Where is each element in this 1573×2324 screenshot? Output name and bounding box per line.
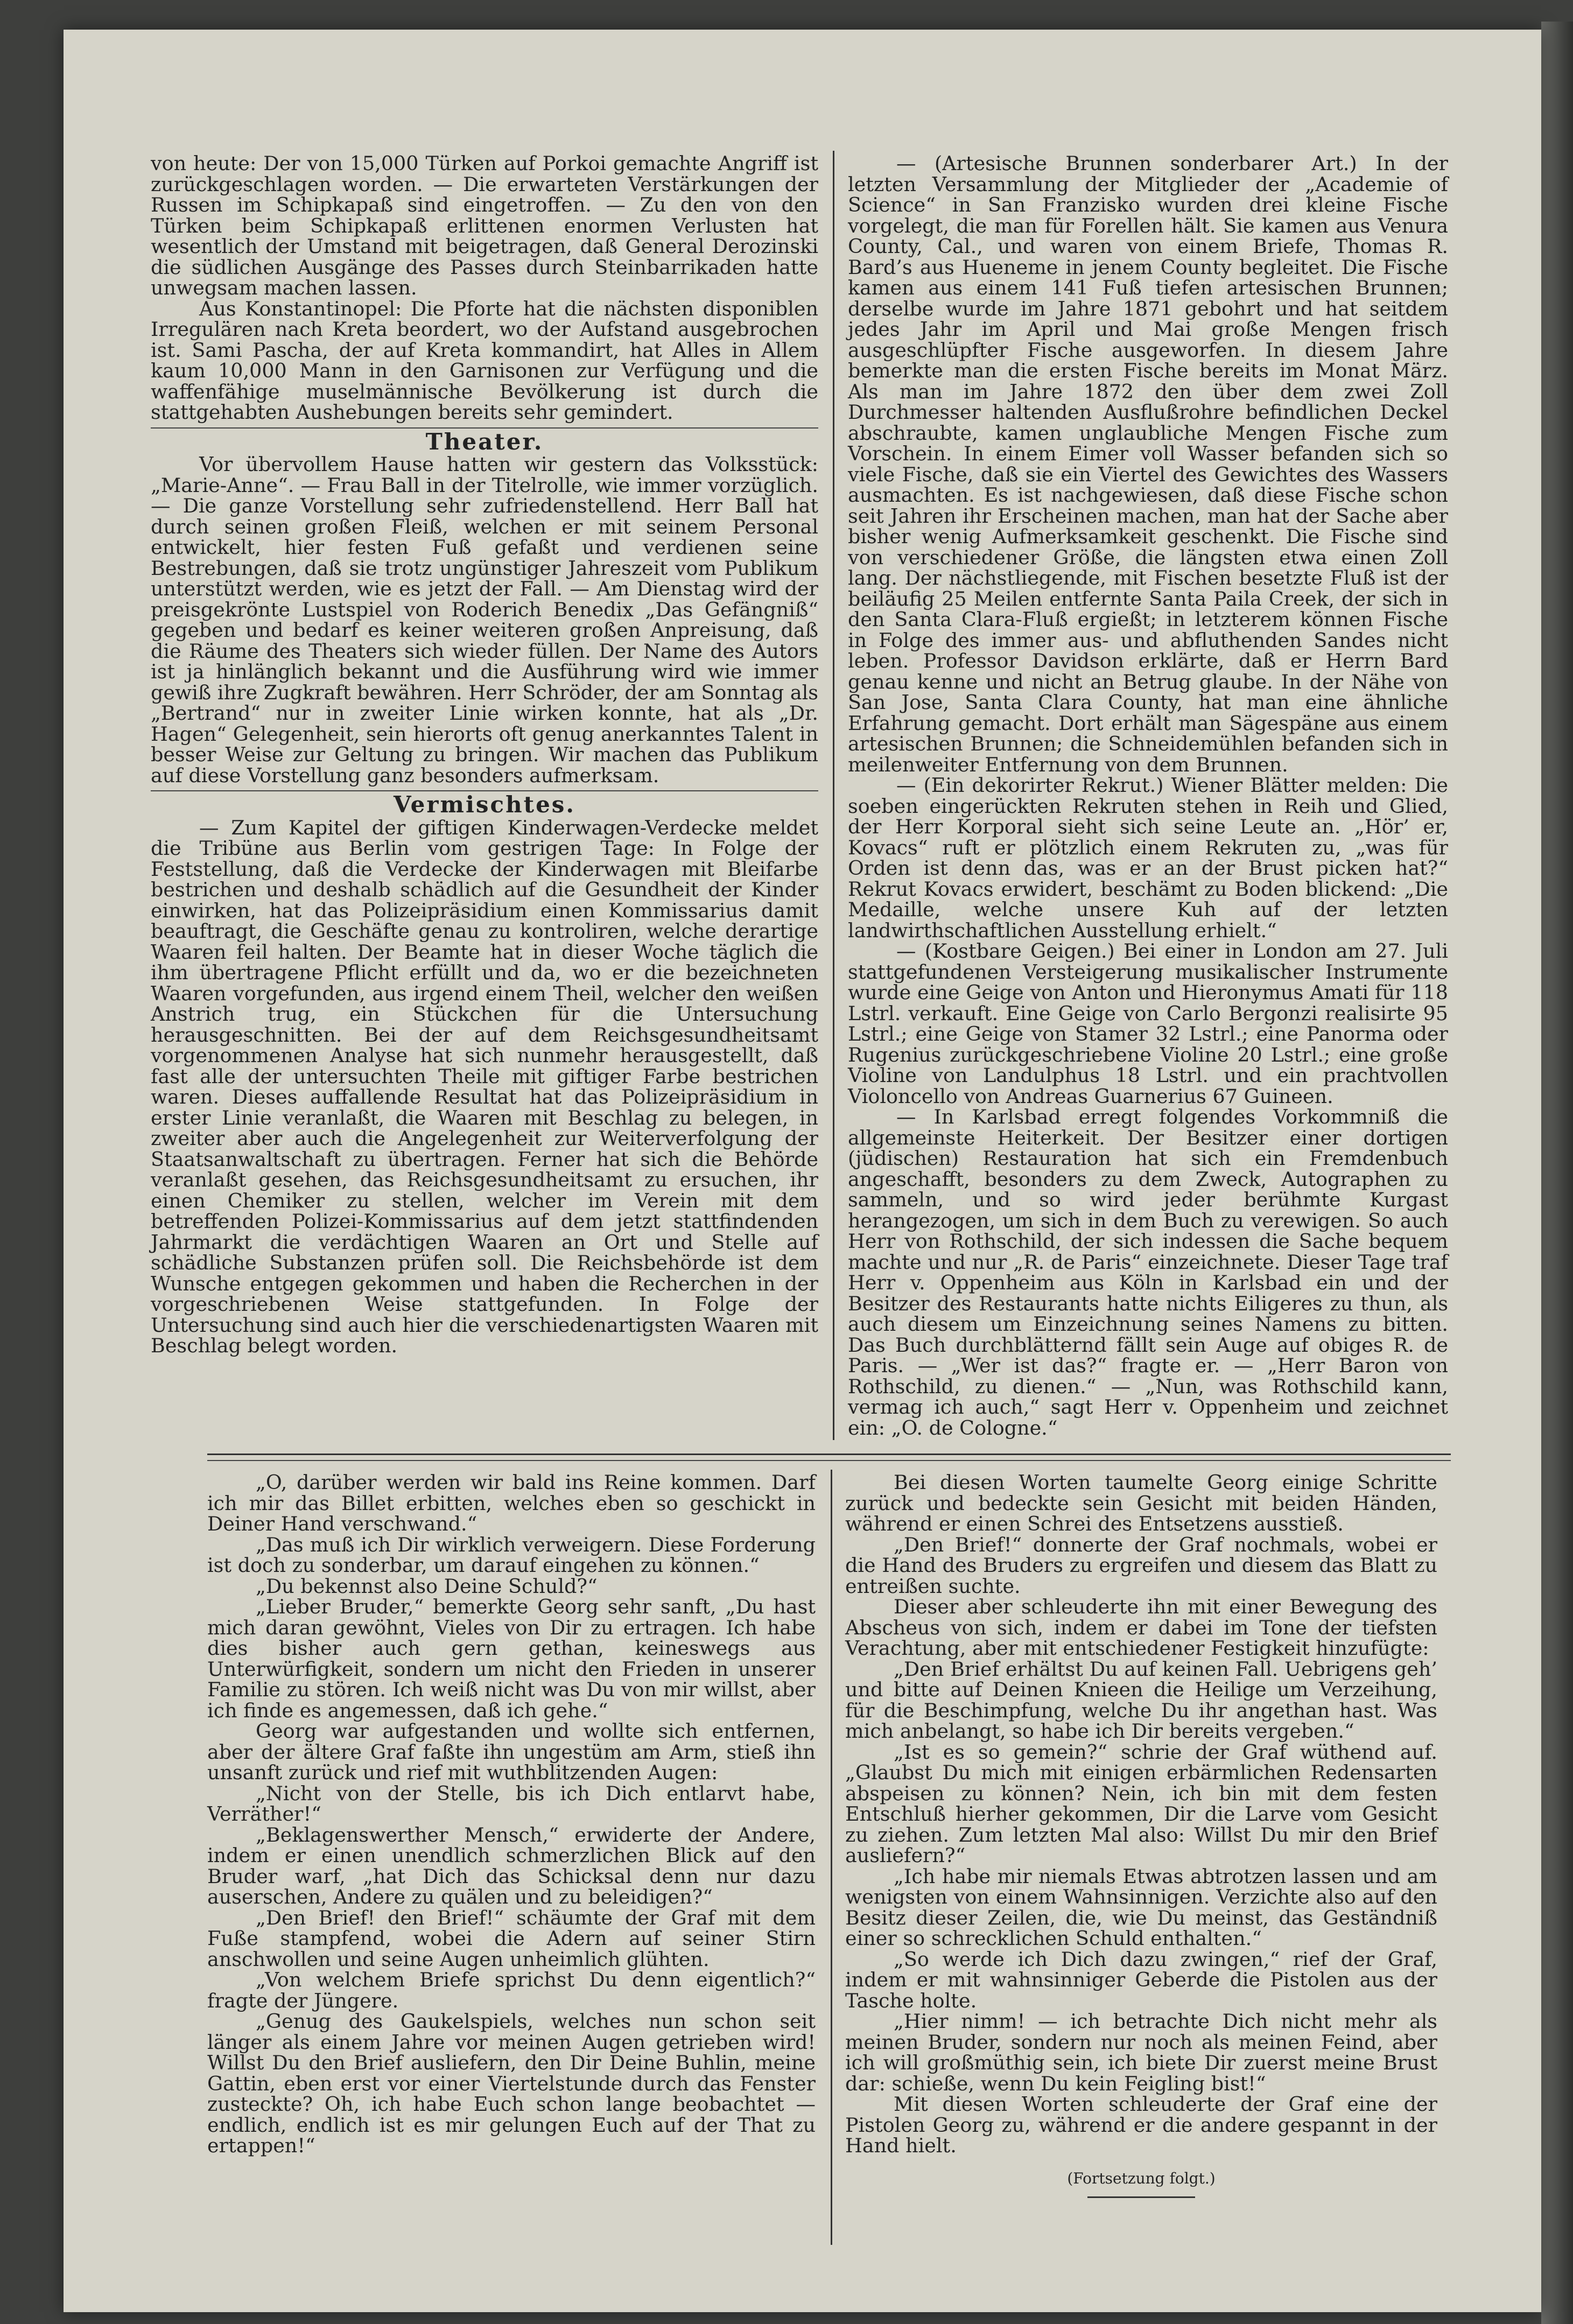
konstantinopel-paragraph: Aus Konstantinopel: Die Pforte hat die nächsten disponiblen Irregulären nach Kreta beordert, wo der Aufstand ausgebrochen ist. Sami Pascha, der auf Kreta kommandirt, hat Alles in Allem kaum 10,000 Mann in den Garnisonen zur Verfügung und die waffenfähige muselmännische Bevölkerung ist durch die stattgehabten Aushebungen bereits sehr gemindert. [151,297,818,424]
bottom-left-column [207,1472,816,2157]
war-report-paragraph: von heute: Der von 15,000 Türken auf Porkoi gemachte Angriff ist zurückgeschlagen worden. — Die erwarteten Verstärkungen der Russen im Schipkapaß sind eingetroffen. — Zu den von den Türken beim Schipkapaß erlittenen enormen Verlusten hat wesentlich der Umstand mit beigetragen, daß General Derozinski die südlichen Ausgänge des Passes durch Steinbarrikaden hatte unwegsam machen lassen. [151,152,818,299]
kinderwagen-paragraph: — Zum Kapitel der giftigen Kinderwagen-Verdecke meldet die Tribüne aus Berlin vom gestrigen Tage: In Folge der Feststellung, daß die Verdecke der Kinderwagen mit Bleifarbe bestrichen und deshalb schädlich auf die Gesundheit der Kinder einwirken, hat das Polizeipräsidium einen Kommissarius damit beauftragt, die Geschäfte genau zu kontroliren, welche derartige Waaren feil halten. Der Beamte hat in dieser Woche täglich die ihm übertragene Pflicht erfüllt und da, wo er die bezeichneten Waaren vorgefunden, aus irgend einem Theil, welcher den weißen Anstrich trug, ein Stückchen für die Untersuchung herausgeschnitten. Bei der auf dem Reichsgesundheitsamt vorgenommenen Analyse hat sich nunmehr herausgestellt, daß fast alle der untersuchten Theile mit giftiger Farbe bestrichen waren. Dieses auffallende Resultat hat das Polizeipräsidium in erster Linie veranlaßt, die Waaren mit Beschlag zu belegen, in zweiter aber auch die Angelegenheit zur Weiterverfolgung der Staatsanwaltschaft zu übertragen. Ferner hat sich die Behörde veranlaßt gesehen, das Reichsgesundheitsamt zu ersuchen, ihr einen Chemiker zu stellen, welcher im Verein mit dem betreffenden Polizei-Kommissarius auf dem jetzt stattfindenden Jahrmarkt die verdächtigen Waaren an Ort und Stelle auf schädliche Substanzen prüfen soll. Die Reichsbehörde ist dem Wunsche entgegen gekommen und haben die Recherchen in der vorgeschriebenen Weise stattgefunden. In Folge der Untersuchung sind auch hier die verschiedenartigsten Waaren mit Beschlag belegt worden. [151,816,818,1357]
story-paragraph: „Das muß ich Dir wirklich verweigern. Diese Forderung ist doch zu sonderbar, um darauf eingehen zu können.“ [207,1533,816,1577]
story-paragraph: „Lieber Bruder,“ bemerkte Georg sehr sanft, „Du hast mich daran gewöhnt, Vieles von Dir zu ertragen. Ich habe dies bisher auch gern gethan, keineswegs aus Unterwürfigkeit, sondern um nicht den Frieden in unserer Familie zu stören. Ich weiß nicht was Du von mir willst, aber ich finde es angemessen, daß ich gehe.“ [207,1595,816,1722]
top-right-column [848,153,1448,1438]
story-paragraph: „Den Brief erhältst Du auf keinen Fall. Uebrigens geh’ und bitte auf Deinen Knieen die Heilige um Verzeihung, für die Beschimpfung, welche Du ihr angethan hast. Was mich anbelangt, so habe ich Dir bereits vergeben.“ [845,1657,1437,1743]
story-paragraph: Mit diesen Worten schleuderte der Graf eine der Pistolen Georg zu, während er die andere gespannt in der Hand hielt. [845,2093,1437,2157]
story-paragraph: „Ich habe mir niemals Etwas abtrotzen lassen und am wenigsten von einem Wahnsinnigen. Verzichte also auf den Besitz dieser Zeilen, die, wie Du meinst, das Geständniß einer so schrecklichen Schuld enthalten.“ [845,1864,1437,1950]
geigen-paragraph: — (Kostbare Geigen.) Bei einer in London am 27. Juli stattgefundenen Versteigerung musikalischer Instrumente wurde eine Geige von Anton und Hieronymus Amati für 118 Lstrl. verkauft. Eine Geige von Carlo Bergonzi realisirte 95 Lstrl.; eine Geige von Stamer 32 Lstrl.; eine Panorma oder Rugenius zurückgeschriebene Violine 20 Lstrl.; eine große Violine von Landulphus 18 Lstrl. und ein prachtvollen Violoncello von Andreas Guarnerius 67 Guineen. [848,939,1448,1108]
story-paragraph: „O, darüber werden wir bald ins Reine kommen. Darf ich mir das Billet erbitten, welches eben so geschickt in Deiner Hand verschwand.“ [207,1471,816,1535]
feuilleton-rule-thin [207,1460,1451,1461]
story-paragraph: „Den Brief! den Brief!“ schäumte der Graf mit dem Fuße stampfend, wobei die Adern auf seiner Stirn anschwollen und seine Augen unheimlich glühten. [207,1906,816,1971]
story-paragraph: „Von welchem Briefe sprichst Du denn eigentlich?“ fragte der Jüngere. [207,1968,816,2012]
story-paragraph: Bei diesen Worten taumelte Georg einige Schritte zurück und bedeckte sein Gesicht mit beiden Händen, während er einen Schrei des Entsetzens ausstieß. [845,1471,1437,1535]
story-paragraph: „Hier nimm! — ich betrachte Dich nicht mehr als meinen Bruder, sondern nur noch als meinen Feind, aber ich will großmüthig sein, ich biete Dir zuerst meine Brust dar: schieße, wenn Du kein Feigling bist!“ [845,2010,1437,2095]
section-divider [151,427,818,429]
story-paragraph: „Beklagenswerther Mensch,“ erwiderte der Andere, indem er einen unendlich schmerzlichen Blick auf den Bruder warf, „hat Dich das Schicksal denn nur dazu auserschen, Andere zu quälen und zu beleidigen?“ [207,1823,816,1908]
story-paragraph: Dieser aber schleuderte ihn mit einer Bewegung des Abscheus von sich, indem er dabei im Tone der tiefsten Verachtung, aber mit entschiedener Festigkeit hinzufügte: [845,1595,1437,1660]
story-paragraph: „Ist es so gemein?“ schrie der Graf wüthend auf. „Glaubst Du mich mit einigen erbärmlichen Redensarten abspeisen zu können? Nein, ich bin mit dem festen Entschluß hierher gekommen, Dir die Larve vom Gesicht zu ziehen. Zum letzten Mal also: Willst Du mir den Brief ausliefern?“ [845,1740,1437,1867]
top-left-column [151,153,818,1357]
continuation-note: (Fortsetzung folgt.) [1067,2169,1216,2187]
page-edge-shadow [1541,22,1573,2324]
bottom-right-column [845,1472,1437,2198]
vermischtes-heading: Vermischtes. [393,791,576,818]
story-paragraph: „So werde ich Dich dazu zwingen,“ rief der Graf, indem er mit wahnsinniger Geberde die Pistolen aus der Tasche holte. [845,1947,1437,2012]
section-divider [151,790,818,791]
end-rule [1087,2196,1195,2198]
brunnen-paragraph: — (Artesische Brunnen sonderbarer Art.) In der letzten Versammlung der Mitglieder der „Academie of Science“ in San Franzisko wurden drei kleine Fische vorgelegt, die man für Forellen hält. Sie kamen aus Venura County, Cal., und waren von einem Briefe, Thomas R. Bard’s aus Hueneme in jenem County begleitet. Die Fische kamen aus einem 141 Fuß tiefen artesischen Brunnen; derselbe wurde im Jahre 1871 gebohrt und hat seitdem jedes Jahr im April und Mai große Mengen frisch ausgeschlüpfter Fische ausgeworfen. In diesem Jahre bemerkte man die ersten Fische bereits im Monat März. Als man im Jahre 1872 den über dem zwei Zoll Durchmesser haltenden Ausflußrohre befindlichen Deckel abschraubte, kamen unglaubliche Mengen Fische zum Vorschein. In einem Eimer voll Wasser befanden sich so viele Fische, daß sie ein Viertel des Gewichtes des Wassers ausmachten. Es ist nachgewiesen, daß diese Fische schon seit Jahren ihr Erscheinen machen, man hat der Sache aber bisher wenig Aufmerksamkeit geschenkt. Die Fische sind von verschiedener Größe, die längsten etwa einen Zoll lang. Der nächstliegende, mit Fischen besetzte Fluß ist der beiläufig 25 Meilen entfernte Santa Paila Creek, der sich in den Santa Clara-Fluß ergießt; in letzterem können Fische in Folge des immer aus- und abfluthenden Sandes nicht leben. Professor Davidson erklärte, daß er Herrn Bard genau kenne und nicht an Betrug glaube. In der Nähe von San Jose, Santa Clara County, hat man eine ähnliche Erfahrung gemacht. Dort erhält man Sägespäne aus einem artesischen Brunnen; die Schneidemühlen befanden sich in meilenweiter Entfernung von dem Brunnen. [848,152,1448,776]
rekrut-paragraph: — (Ein dekorirter Rekrut.) Wiener Blätter melden: Die soeben eingerückten Rekruten stehen in Reih und Glied, der Herr Korporal sieht sich seine Leute an. „Hör’ er, Kovacs“ ruft er plötzlich einem Rekruten zu, „was für Orden ist denn das, was er an der Brust picken hat?“ Rekrut Kovacs erwidert, beschämt zu Boden blickend: „Die Medaille, welche unsere Kuh auf der letzten landwirthschaftlichen Ausstellung erhielt.“ [848,774,1448,942]
column-rule-bottom [831,1470,832,2245]
theater-heading: Theater. [425,428,544,455]
story-paragraph: „Nicht von der Stelle, bis ich Dich entlarvt habe, Verräther!“ [207,1781,816,1826]
column-rule-top [833,151,834,1440]
story-paragraph: „Du bekennst also Deine Schuld?“ [256,1574,598,1598]
feuilleton-rule [207,1454,1451,1455]
story-paragraph: „Genug des Gaukelspiels, welches nun schon seit länger als einem Jahre vor meinen Augen getrieben wird! Willst Du den Brief ausliefern, den Dir Deine Buhlin, meine Gattin, eben erst vor einer Viertelstunde durch das Fenster zusteckte? Oh, ich habe Euch schon lange beobachtet — endlich, endlich ist es mir gelungen Euch auf der That zu ertappen!“ [207,2010,816,2157]
story-paragraph: „Den Brief!“ donnerte der Graf nochmals, wobei er die Hand des Bruders zu ergreifen und diesem das Blatt zu entreißen suchte. [845,1533,1437,1598]
story-paragraph: Georg war aufgestanden und wollte sich entfernen, aber der ältere Graf faßte ihn ungestüm am Arm, stieß ihn unsanft zurück und rief mit wuthblitzenden Augen: [207,1719,816,1784]
theater-paragraph: Vor übervollem Hause hatten wir gestern das Volksstück: „Marie-Anne“. — Frau Ball in der Titelrolle, wie immer vorzüglich. — Die ganze Vorstellung sehr zufriedenstellend. Herr Ball hat durch seinen großen Fleiß, welchen er mit seinem Personal entwickelt, hier festen Fuß gefaßt und verdienen seine Bestrebungen, daß sie trotz ungünstiger Jahreszeit vom Publikum unterstützt werden, wie es jetzt der Fall. — Am Dienstag wird der preisgekrönte Lustspiel von Roderich Benedix „Das Gefängniß“ gegeben und bedarf es keiner weiteren großen Anpreisung, daß die Räume des Theaters sich wieder füllen. Der Name des Autors ist ja hinlänglich bekannt und die Ausführung wird wie immer gewiß ihre Zugkraft bewähren. Herr Schröder, der am Sonntag als „Bertrand“ nur in zweiter Linie wirken konnte, hat als „Dr. Hagen“ Gelegenheit, sein hierorts oft genug anerkanntes Talent in besser Weise zur Geltung zu bringen. Wir machen das Publikum auf diese Vorstellung ganz besonders aufmerksam. [151,453,818,787]
karlsbad-paragraph: — In Karlsbad erregt folgendes Vorkommniß die allgemeinste Heiterkeit. Der Besitzer einer dortigen (jüdischen) Restauration hat sich ein Fremdenbuch angeschafft, besonders zu dem Zweck, Autographen zu sammeln, und so wird jeder berühmte Kurgast herangezogen, um sich in dem Buch zu verewigen. So auch Herr von Rothschild, der sich indessen die Sache bequem machte und nur „R. de Paris“ einzeichnete. Dieser Tage traf Herr v. Oppenheim aus Köln in Karlsbad ein und der Besitzer des Restaurants hatte nichts Eiligeres zu thun, als auch diesem um Einzeichnung seines Namens zu bitten. Das Buch durchblätternd fällt sein Auge auf obiges R. de Paris. — „Wer ist das?“ fragte er. — „Herr Baron von Rothschild, zu dienen.“ — „Nun, was Rothschild kann, vermag ich auch,“ sagt Herr v. Oppenheim und zeichnet ein: „O. de Cologne.“ [848,1105,1448,1440]
